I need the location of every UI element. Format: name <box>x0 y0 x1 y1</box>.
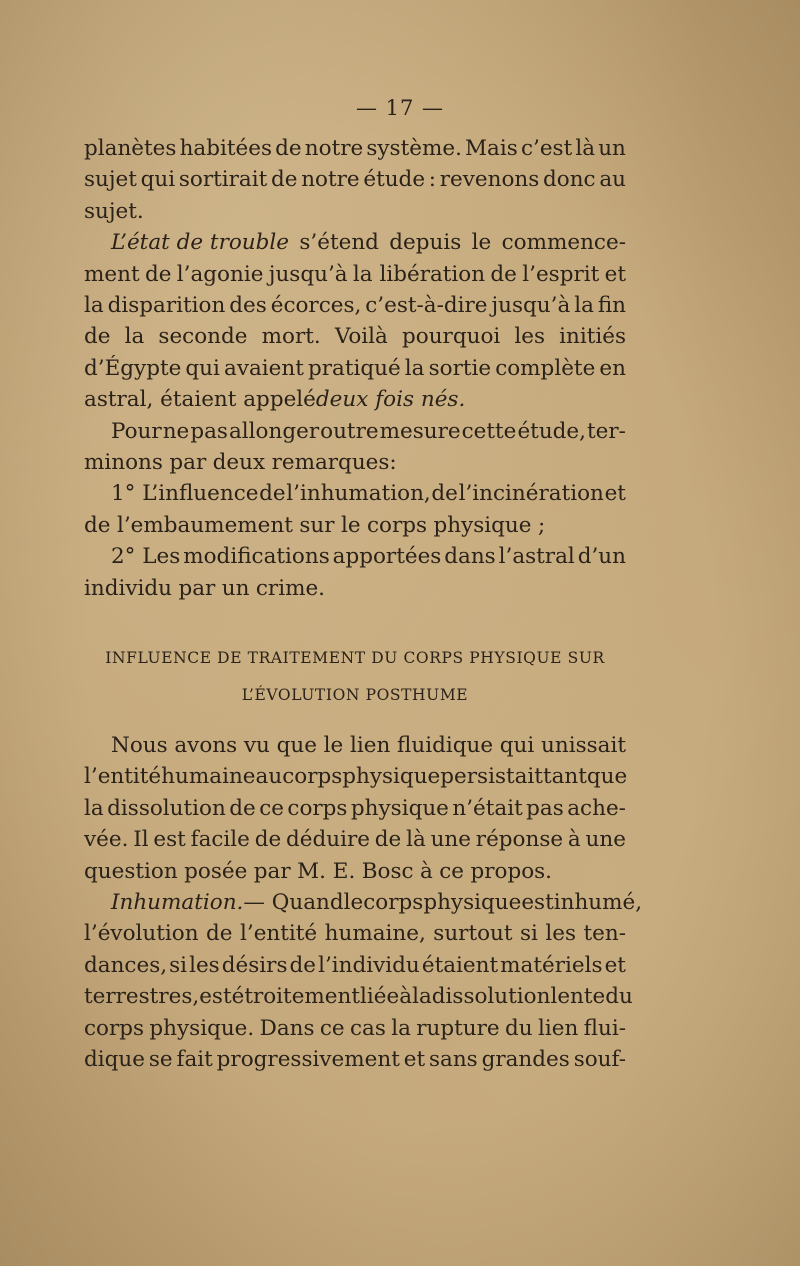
word: n’était <box>452 795 523 821</box>
word: 1° L’influence <box>111 481 259 507</box>
word: et <box>604 952 626 978</box>
word: le <box>340 512 361 538</box>
word: ce <box>259 795 284 821</box>
paragraph-2 <box>84 227 626 415</box>
paragraph-4 <box>84 478 626 541</box>
word: individu <box>84 575 172 601</box>
text-line <box>84 416 626 447</box>
word: les <box>545 921 577 947</box>
word: du <box>605 984 633 1010</box>
word: physique <box>423 890 522 916</box>
word: remarques: <box>271 450 397 476</box>
text-block-upper <box>84 133 626 604</box>
word: un <box>598 136 626 161</box>
word: l’entité <box>84 764 162 790</box>
word: complète <box>495 355 596 381</box>
word: l’entité <box>240 921 318 947</box>
word: de <box>229 795 256 821</box>
word: si <box>169 952 188 978</box>
text-line <box>84 478 626 509</box>
word: matériels <box>500 952 603 978</box>
word: le <box>323 733 344 758</box>
word: physique. <box>149 1015 255 1041</box>
paragraph-1 <box>84 133 626 227</box>
word: est <box>521 890 554 916</box>
word: si <box>520 921 538 947</box>
text-line <box>84 1013 626 1044</box>
word: modifications <box>183 544 330 570</box>
word: allonger <box>228 418 320 444</box>
word: l’astral <box>498 544 575 570</box>
word: ne <box>162 418 190 444</box>
word: déduire <box>286 827 370 853</box>
word: de <box>259 481 286 507</box>
word: habitées <box>179 136 273 161</box>
word: flui- <box>583 1015 626 1041</box>
word: fluidique <box>397 733 494 758</box>
word: dances, <box>84 952 168 978</box>
word: initiés <box>559 324 626 350</box>
word: question <box>84 858 178 884</box>
word: la <box>84 293 104 319</box>
word: d’un <box>577 544 626 570</box>
word: corps <box>287 795 348 821</box>
word: est <box>153 827 186 853</box>
word: cette <box>461 418 517 444</box>
word: l’inhumation, <box>286 481 431 507</box>
word: étude, <box>517 418 586 444</box>
word: ter- <box>587 418 626 444</box>
word: la <box>84 795 104 821</box>
word: c’est-à-dire <box>365 293 488 319</box>
text-line <box>84 353 626 384</box>
word: Pour <box>111 418 162 444</box>
text-line <box>84 730 626 761</box>
word: unissait <box>541 733 626 758</box>
word: Dans <box>259 1015 315 1041</box>
word: — Quand <box>243 890 344 916</box>
word: de <box>374 827 402 853</box>
word: revenons <box>439 167 540 193</box>
word: progressivement <box>216 1047 400 1073</box>
word: vu <box>243 733 270 758</box>
word: ment <box>84 261 140 287</box>
word: par <box>178 575 216 601</box>
word: qui <box>140 167 176 193</box>
word: de <box>289 952 317 978</box>
paragraph-5 <box>84 541 626 604</box>
word: une <box>430 827 471 853</box>
text-line <box>84 950 626 981</box>
word: deux <box>212 450 266 476</box>
word: corps <box>84 1015 145 1041</box>
text-line <box>84 196 626 227</box>
word: au <box>599 167 626 193</box>
word: Nous <box>111 733 168 758</box>
text-line <box>84 227 626 258</box>
word: par <box>253 858 291 884</box>
word: jusqu’à <box>268 261 348 287</box>
word: posée <box>184 858 248 884</box>
word: humaine <box>161 764 256 790</box>
word: dans <box>444 544 496 570</box>
word: ce <box>319 1015 345 1041</box>
word: du <box>505 1015 533 1041</box>
text-line <box>84 290 626 321</box>
word: pourquoi <box>402 324 501 350</box>
word: étude <box>363 167 426 193</box>
word: système. <box>366 136 462 161</box>
word: des <box>229 293 267 319</box>
word: le <box>471 230 492 256</box>
word: physique <box>342 764 441 790</box>
text-line <box>84 133 626 164</box>
word: sujet <box>84 167 137 193</box>
word: corps <box>282 764 343 790</box>
word: vée. <box>84 827 129 853</box>
paragraph-7 <box>84 887 643 1075</box>
text-line <box>84 447 626 478</box>
word: commence- <box>501 230 626 256</box>
paragraph-6 <box>84 730 626 887</box>
word: l’esprit <box>522 261 600 287</box>
text-line <box>84 793 626 824</box>
word: ; <box>537 512 546 538</box>
word: c’est <box>520 136 573 161</box>
word: se <box>148 1047 173 1073</box>
word: propos. <box>470 858 553 884</box>
word: notre <box>304 136 364 161</box>
word: de <box>144 261 172 287</box>
word: là <box>406 827 426 853</box>
word: le <box>343 890 364 916</box>
word: depuis <box>389 230 462 256</box>
word: outre <box>320 418 379 444</box>
word: réponse <box>475 827 564 853</box>
page-number: — 17 — <box>355 96 445 120</box>
word: cas <box>349 1015 386 1041</box>
word: ache- <box>567 795 626 821</box>
word: physique <box>350 795 449 821</box>
text-line <box>84 541 626 572</box>
word: dissolution <box>107 795 226 821</box>
word: rupture <box>416 1015 500 1041</box>
word: et <box>604 481 626 507</box>
word: l’évolution <box>84 921 199 947</box>
word: à <box>399 984 413 1010</box>
word: mort. <box>261 324 321 350</box>
word: liée <box>360 984 400 1010</box>
word: avaient <box>224 355 304 381</box>
word: 2° Les <box>111 544 181 570</box>
word: planètes <box>84 136 177 161</box>
text-line <box>84 887 643 918</box>
word: et <box>403 1047 426 1073</box>
word: M. E. <box>297 858 356 884</box>
word: de <box>84 512 111 538</box>
word: étroitement <box>231 984 361 1010</box>
word: l’incinération <box>458 481 604 507</box>
word: ce <box>439 858 465 884</box>
word: apportées <box>332 544 442 570</box>
word: astral, étaient appelé <box>84 387 316 413</box>
word: qui <box>499 733 535 758</box>
word: sujet. <box>84 198 144 224</box>
word: fin <box>597 293 626 319</box>
text-line <box>84 321 626 352</box>
word: qui <box>185 355 220 381</box>
word: à <box>419 858 433 884</box>
word: au <box>255 764 283 790</box>
word: les <box>514 324 546 350</box>
text-line <box>84 918 626 949</box>
word: lente <box>550 984 606 1010</box>
word: corps <box>363 890 424 916</box>
text-line <box>84 573 626 604</box>
word: à <box>567 827 581 853</box>
word: surtout <box>433 921 513 947</box>
word: un <box>221 575 250 601</box>
word: l’individu <box>318 952 420 978</box>
word: corps <box>367 512 428 538</box>
word: la <box>574 293 594 319</box>
word: persistait <box>440 764 543 790</box>
word: dique <box>84 1047 145 1073</box>
word: sans <box>428 1047 478 1073</box>
word: dissolution <box>431 984 551 1010</box>
word: sur <box>299 512 335 538</box>
word: fait <box>176 1047 213 1073</box>
word: la <box>412 984 432 1010</box>
word: Mais <box>465 136 518 161</box>
word: avons <box>174 733 238 758</box>
word: inhumé, <box>553 890 643 916</box>
word: est <box>199 984 232 1010</box>
text-line <box>84 510 626 541</box>
word: que <box>276 733 317 758</box>
word: une <box>585 827 626 853</box>
word: de <box>206 921 233 947</box>
word: étaient <box>421 952 499 978</box>
text-line <box>84 761 626 792</box>
text-line <box>84 824 626 855</box>
word: sortirait <box>178 167 268 193</box>
section-heading-line-1: INFLUENCE DE TRAITEMENT DU CORPS PHYSIQUE SUR <box>105 649 605 667</box>
text-line <box>84 259 626 290</box>
word: que <box>586 764 628 790</box>
word: les <box>189 952 220 978</box>
word: grandes <box>481 1047 570 1073</box>
text-line <box>84 164 626 195</box>
text-block-lower <box>84 730 643 1075</box>
word: pas <box>526 795 564 821</box>
word: disparition <box>107 293 226 319</box>
word: l’agonie <box>176 261 264 287</box>
word: humaine, <box>324 921 426 947</box>
word: la <box>124 324 145 350</box>
word: ten- <box>583 921 626 947</box>
word: facile <box>190 827 250 853</box>
word: pratiqué <box>307 355 401 381</box>
word: là <box>575 136 596 161</box>
word: lien <box>349 733 391 758</box>
word: écorces, <box>270 293 362 319</box>
word: lien <box>537 1015 579 1041</box>
word: de <box>431 481 458 507</box>
word: donc <box>543 167 596 193</box>
word: Inhumation. <box>111 890 244 916</box>
word: notre <box>301 167 360 193</box>
word: L’état de trouble <box>111 230 290 256</box>
text-line <box>84 384 626 415</box>
word: et <box>604 261 626 287</box>
word: tant <box>542 764 587 790</box>
word: s’étend <box>299 230 379 256</box>
section-heading-line-2: L’ÉVOLUTION POSTHUME <box>241 686 469 704</box>
word: la <box>404 355 425 381</box>
word: désirs <box>221 952 288 978</box>
word: Voilà <box>334 324 388 350</box>
word: de <box>270 167 298 193</box>
word: : <box>428 167 437 193</box>
paragraph-3 <box>84 416 626 479</box>
word: terrestres, <box>84 984 200 1010</box>
word: crime. <box>255 575 326 601</box>
word: mesure <box>379 418 461 444</box>
text-line <box>84 981 633 1012</box>
word: Il <box>133 827 149 853</box>
word: sortie <box>428 355 492 381</box>
word: physique <box>433 512 532 538</box>
word: souf- <box>573 1047 626 1073</box>
text-line <box>84 856 626 887</box>
word: la <box>391 1015 411 1041</box>
word: la libération <box>352 261 486 287</box>
word: de <box>254 827 282 853</box>
word: jusqu’à <box>491 293 571 319</box>
word: Bosc <box>361 858 414 884</box>
text-line <box>84 1044 626 1075</box>
word: de <box>490 261 517 287</box>
word: en <box>599 355 626 381</box>
word: l’embaumement <box>116 512 293 538</box>
word: d’Égypte <box>84 355 182 381</box>
word: deux fois nés. <box>315 387 466 413</box>
word: de <box>84 324 111 350</box>
word: de <box>275 136 302 161</box>
word: par <box>169 450 207 476</box>
word: minons <box>84 450 163 476</box>
word: pas <box>190 418 228 444</box>
word: seconde <box>158 324 248 350</box>
